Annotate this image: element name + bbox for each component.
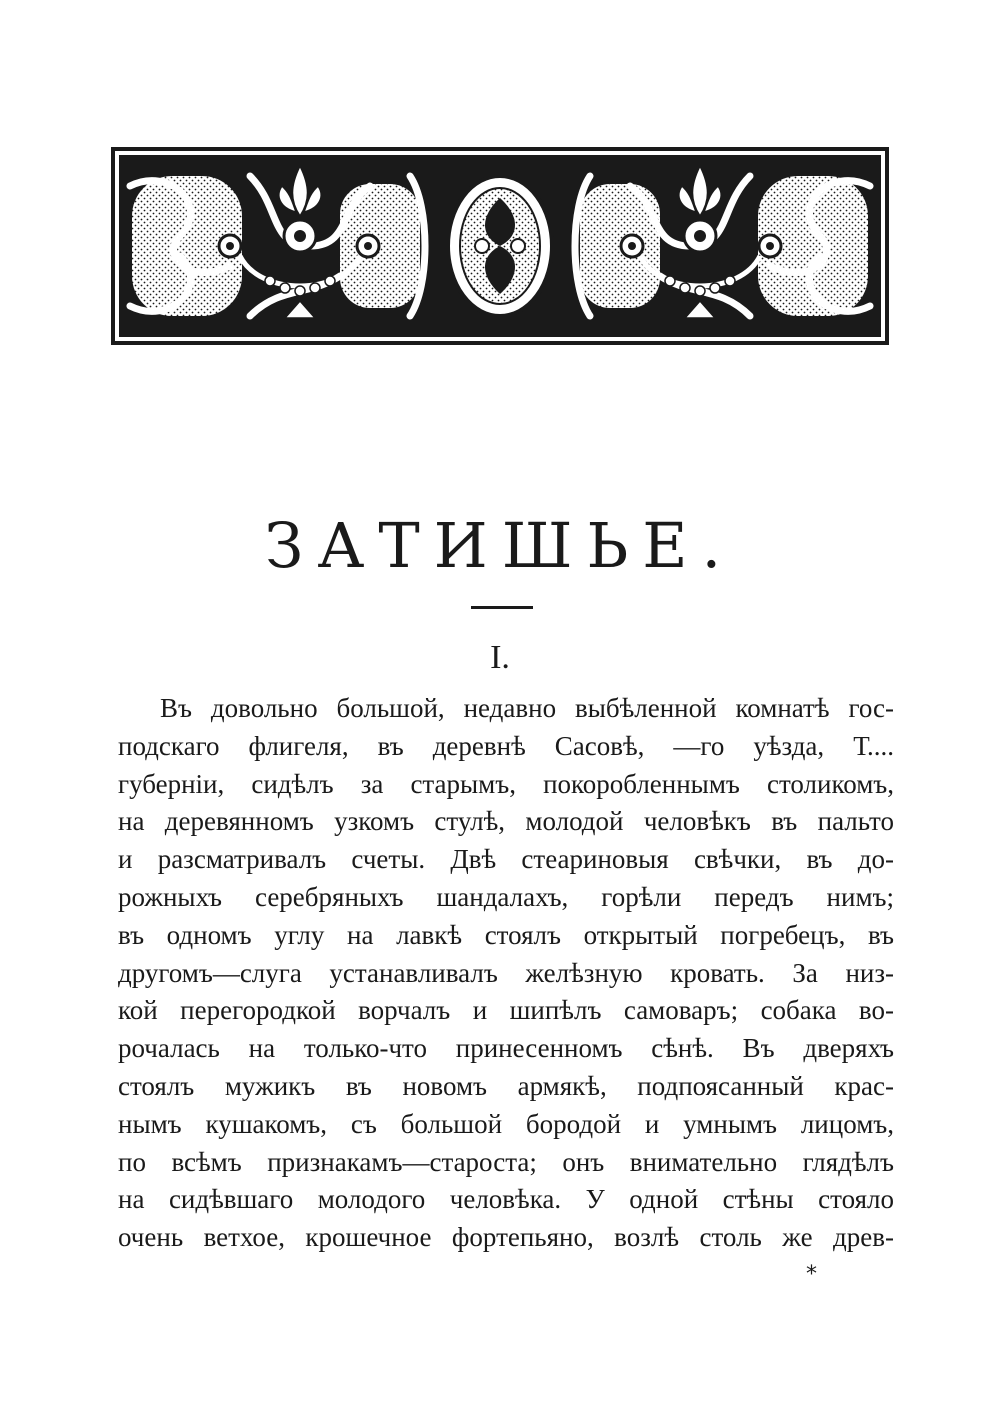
text-line: на сидѣвшаго молодого человѣка. У одной стѣны стояло [118,1184,894,1215]
text-line: другомъ—слуга устанавливалъ желѣзную кровать. За низ- [118,957,894,988]
chapter-number: I. [490,639,510,676]
ornamental-headpiece-icon [110,146,890,346]
signature-mark: * [806,1262,817,1287]
text-line: Въ довольно большой, недавно выбѣленной комнатѣ гос- [160,693,894,723]
text-line: очень ветхое, крошечное фортепьяно, возлѣ столь же древ- [118,1222,894,1253]
text-line: на деревянномъ узкомъ стулѣ, молодой человѣкъ въ пальто [118,806,894,837]
text-line: рожныхъ серебряныхъ шандалахъ, горѣли передъ нимъ; [118,881,894,912]
text-line: стоялъ мужикъ въ новомъ армякѣ, подпоясанный крас- [118,1070,894,1101]
text-line: подскаго флигеля, въ деревнѣ Сасовѣ, —го уѣзда, Т.... [118,730,894,761]
text-line: по всѣмъ признакамъ—староста; онъ внимательно глядѣлъ [118,1146,894,1177]
text-line: и разсматривалъ счеты. Двѣ стеариновыя свѣчки, въ до- [118,844,894,875]
text-line: въ одномъ углу на лавкѣ стоялъ открытый погребецъ, въ [118,919,894,950]
text-line: кой перегородкой ворчалъ и шипѣлъ самоваръ; собака во- [118,995,894,1026]
title-divider [471,606,533,609]
text-line: рочалась на только-что принесенномъ сѣнѣ. Въ дверяхъ [118,1033,894,1064]
page-title: ЗАТИШЬЕ. [264,509,736,582]
text-line: нымъ кушакомъ, съ большой бородой и умнымъ лицомъ, [118,1108,894,1139]
body-text [118,690,894,1257]
text-line: губерніи, сидѣлъ за старымъ, покоробленнымъ столикомъ, [118,768,894,799]
